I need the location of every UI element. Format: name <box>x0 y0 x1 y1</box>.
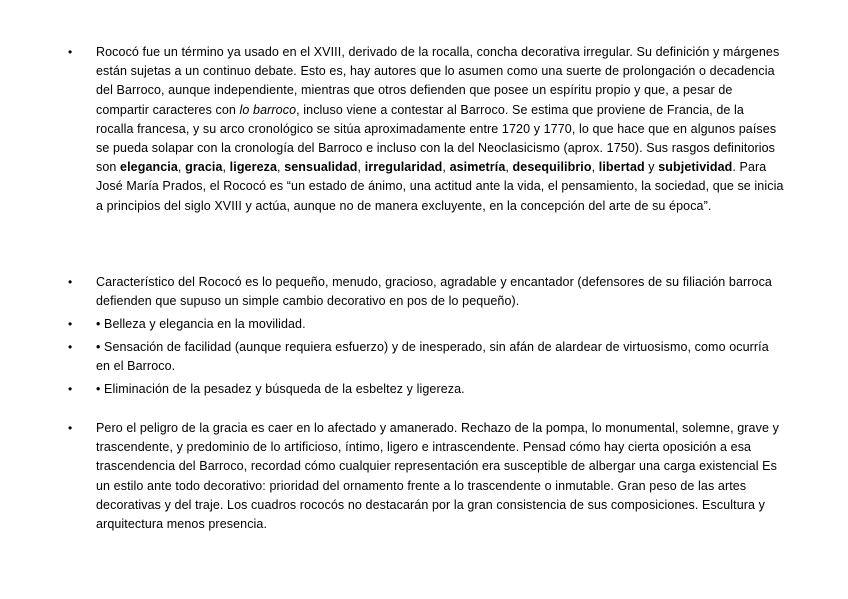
paragraph-characteristic: • Característico del Rococó es lo pequeño, menudo, gracioso, agradable y encantador (defensores de su filiación barroca defienden que supuso un simple cambio decorativo en pos de lo pequeño). <box>96 273 784 311</box>
separator: , <box>222 160 230 175</box>
bold-term: sensualidad <box>284 160 358 175</box>
list-item-eliminacion: • • Eliminación de la pesadez y búsqueda de la esbeltez y ligereza. <box>96 380 784 399</box>
separator: , <box>357 160 365 175</box>
text-segment: Rococó fue un término ya usado en el XVIII, derivado de la rocalla, concha decorativa irregular. Su definición y márgenes están sujetas a un continuo debate. Esto es, hay autores que lo asumen como una suerte de prolongación o decadencia del Barroco, aunque independiente, mientras que otros defienden que posee un espíritu propio y que, a pesar de compartir caracteres con <box>96 45 780 117</box>
italic-term: lo barroco <box>239 102 297 117</box>
text-segment: , incluso viene a contestar al Barroco. Se estima que proviene de Francia, de la rocalla francesa, y su arco cronológico se sitúa aproximadamente entre 1720 y 1770, lo que hace que en algunos países se pueda solapar con la cronología del Barroco e incluso con la del Neoclasicismo (aprox. 1750). Sus rasgos definitorios son <box>96 102 777 175</box>
text-segment: . Para José María Prados, el Rococó es “un estado de ánimo, una actitud ante la vida, el pensamiento, la sociedad, que se inicia a principios del siglo XVIII y actúa, aunque no de manera excluyente, en la concepción del arte de su época”. <box>96 160 784 213</box>
bold-term: gracia <box>185 160 223 175</box>
bullet-list <box>96 43 784 534</box>
bold-term: elegancia <box>120 160 178 175</box>
paragraph-peligro: • Pero el peligro de la gracia es caer en lo afectado y amanerado. Rechazo de la pompa, lo monumental, solemne, grave y trascendente, y predominio de lo artificioso, íntimo, ligero e intrascendente. Pensad cómo hay cierta oposición a esa trascendencia del Barroco, recordad cómo cualquier representación era susceptible de albergar una carga existencial Es un estilo ante todo decorativo: prioridad del ornamento frente a lo trascendente o inmutable. Gran peso de las artes decorativas y del traje. Los cuadros rococós no destacarán por la gran consistencia de sus composiciones. Escultura y arquitectura menos presencia. <box>96 419 784 534</box>
bold-term: asimetría <box>449 160 506 175</box>
paragraph-rococo-definition <box>96 43 784 253</box>
bold-term: desequilibrio <box>512 160 592 175</box>
bold-term: subjetividad <box>658 160 733 175</box>
separator: , <box>442 160 450 175</box>
list-item-facilidad: • • Sensación de facilidad (aunque requiera esfuerzo) y de inesperado, sin afán de alardear de virtuosismo, como ocurría en el Barroco. <box>96 338 784 376</box>
list-item-belleza: • • Belleza y elegancia en la movilidad. <box>96 315 784 334</box>
separator: y <box>644 160 659 175</box>
separator: , <box>505 160 513 175</box>
separator: , <box>277 160 285 175</box>
bold-term: libertad <box>598 160 645 175</box>
bold-term: ligereza <box>229 160 278 175</box>
bold-term: irregularidad <box>364 160 443 175</box>
separator: , <box>177 160 186 175</box>
separator: , <box>591 160 599 175</box>
